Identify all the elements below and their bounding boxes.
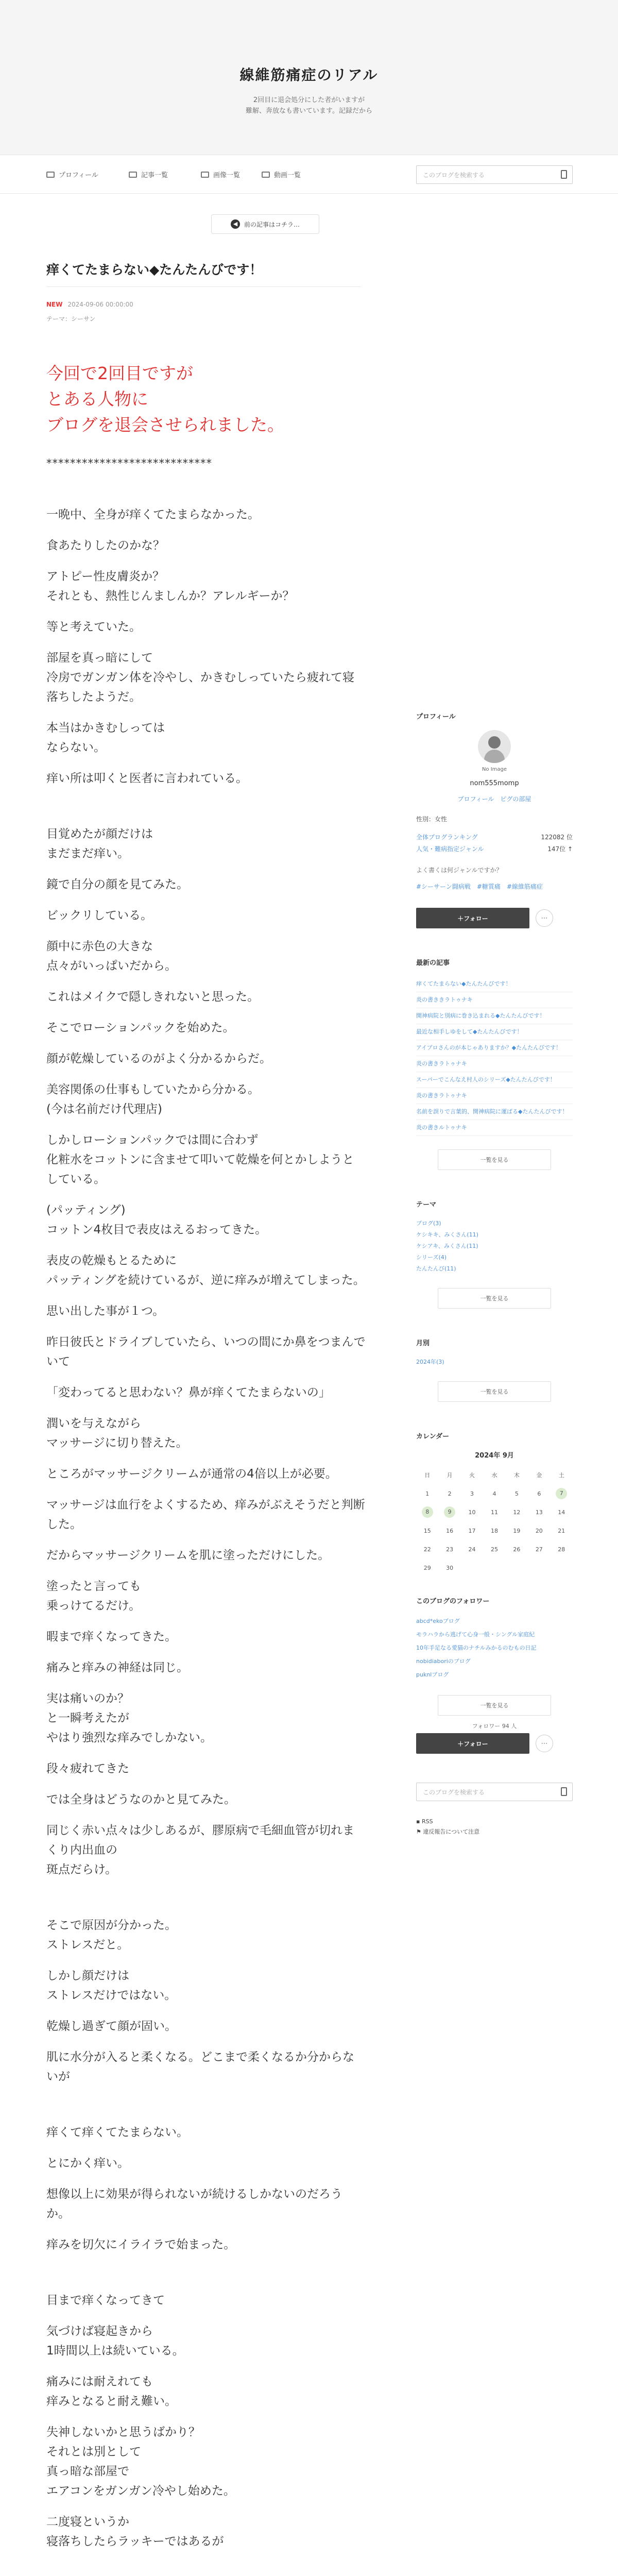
weekday: 月 bbox=[447, 1472, 453, 1479]
theme-item[interactable]: ケシアキ、みくさん(11) bbox=[416, 1243, 478, 1249]
profile-name[interactable]: nom555momp bbox=[470, 779, 519, 787]
follower-item[interactable]: nobidiaboriのブログ bbox=[416, 1658, 471, 1665]
sidebar-search-placeholder: このブログを検索する bbox=[423, 1789, 485, 1796]
calendar-day: 4 bbox=[492, 1490, 496, 1497]
calendar-day: 5 bbox=[514, 1490, 519, 1497]
profile-sex: 性別：女性 bbox=[416, 816, 448, 823]
rss-icon: ▪ bbox=[416, 1818, 420, 1825]
post-line: 本当はかきむしっては bbox=[46, 721, 165, 735]
report-label: 違反報告について注意 bbox=[423, 1828, 480, 1835]
post-line: そこで原因が分かった。 bbox=[46, 1919, 177, 1932]
post-line: そこでローションパックを始めた。 bbox=[46, 1021, 235, 1035]
calendar-day bbox=[528, 1558, 550, 1577]
rank-genre-label[interactable]: 人気・難病指定ジャンル bbox=[416, 845, 484, 853]
calendar-day bbox=[551, 1558, 573, 1577]
post-line: 痛みと痒みの神経は同じ。 bbox=[46, 1661, 188, 1674]
post-line: 塗ったと言っても bbox=[46, 1580, 141, 1593]
rss-link[interactable] bbox=[416, 1817, 573, 1827]
more-icon[interactable]: ⋯ bbox=[536, 909, 553, 927]
follow-button[interactable]: ＋フォロー bbox=[416, 908, 529, 928]
calendar-day: 13 bbox=[535, 1509, 543, 1516]
weekday: 土 bbox=[558, 1472, 564, 1479]
post-line: ストレスだと。 bbox=[46, 1938, 129, 1952]
post-separator-stars: **************************** bbox=[46, 457, 212, 469]
calendar-day: 6 bbox=[537, 1490, 541, 1497]
user-icon bbox=[46, 172, 55, 178]
profile-links[interactable]: プロフィール ピグの部屋 bbox=[457, 795, 531, 803]
recent-article-item[interactable]: 炎の書ききラトゥナキ bbox=[416, 992, 573, 1008]
post-line: 潤いを与えながら bbox=[46, 1417, 141, 1430]
archive-section bbox=[416, 1337, 573, 1402]
post-line: マッサージに切り替えた。 bbox=[46, 1436, 188, 1450]
recent-heading: 最新の記事 bbox=[416, 959, 450, 967]
calendar-week bbox=[416, 1558, 573, 1577]
post-line: しかし顔だけは bbox=[46, 1969, 129, 1982]
post-line: 痒みとなると耐え難い。 bbox=[46, 2395, 177, 2408]
post-line: エアコンをガンガン冷やし始めた。 bbox=[46, 2484, 235, 2498]
post-line: 思い出した事が１つ。 bbox=[46, 1304, 165, 1318]
calendar-week bbox=[416, 1503, 573, 1521]
nav-search-placeholder: このブログを検索する bbox=[423, 172, 485, 179]
calendar-day: 19 bbox=[513, 1527, 521, 1534]
archive-more-button[interactable]: 一覧を見る bbox=[438, 1381, 551, 1402]
calendar-section bbox=[416, 1431, 573, 1577]
sidebar-search bbox=[416, 1783, 573, 1801]
follower-item[interactable]: モラハラから逃げて心身一般・シングル家庭紀 bbox=[416, 1631, 535, 1638]
post-line: 一晩中、全身が痒くてたまらなかった。 bbox=[46, 508, 260, 521]
recent-article-item[interactable]: 炎の書きルトゥナキ bbox=[416, 1120, 573, 1136]
nav-search-input[interactable] bbox=[416, 165, 573, 184]
post-line: だからマッサージクリームを肌に塗っただけにした。 bbox=[46, 1549, 330, 1562]
calendar-day bbox=[506, 1558, 528, 1577]
nav-articles[interactable] bbox=[129, 170, 168, 179]
sidebar-search-input[interactable] bbox=[416, 1783, 573, 1801]
recent-article-item[interactable]: 痒くてたまらない◆たんたんびです！ bbox=[416, 976, 573, 992]
sidebar bbox=[416, 711, 573, 1837]
calendar-day-marked[interactable] bbox=[416, 1503, 438, 1521]
post-line: 失神しないかと思うばかり？ bbox=[46, 2426, 200, 2439]
follower-item[interactable]: abcd*ekoブログ bbox=[416, 1618, 460, 1624]
calendar-day: 22 bbox=[423, 1546, 431, 1553]
post-line: (パッティング) bbox=[46, 1204, 126, 1217]
blog-description bbox=[0, 95, 618, 116]
post-line: まだまだ痒い。 bbox=[46, 847, 129, 860]
search-icon[interactable] bbox=[561, 170, 567, 179]
avatar-head bbox=[488, 736, 501, 749]
calendar-day: 2 bbox=[448, 1490, 452, 1497]
calendar-day bbox=[483, 1558, 505, 1577]
post-line: ストレスだけではない。 bbox=[46, 1989, 177, 2002]
rank-genre-value: 147位 ↑ bbox=[547, 845, 573, 853]
no-image-label: No Image bbox=[482, 767, 507, 772]
archive-item[interactable]: 2024年(3) bbox=[416, 1359, 444, 1365]
post-line: 段々疲れてきた bbox=[46, 1762, 129, 1775]
themes-heading: テーマ bbox=[416, 1201, 437, 1209]
weekday: 水 bbox=[491, 1472, 497, 1479]
post-line: 肌に水分が入ると柔くなる。どこまで柔くなるか分からないが bbox=[46, 2050, 354, 2083]
post-date: 2024-09-06 00:00:00 bbox=[67, 301, 133, 308]
post-line: 暇まで痒くなってきた。 bbox=[46, 1630, 177, 1643]
post-line: 顔中に赤色の大きな bbox=[46, 940, 153, 953]
blog-description-line2: 難解、奔放なも書いています。記録だから bbox=[246, 107, 372, 115]
post-line: 同じく赤い点々は少しあるが、膠原病で毛細血管が切れまくり内出血の bbox=[46, 1824, 354, 1857]
post-line: 鏡で自分の顔を見てみた。 bbox=[46, 878, 188, 891]
search-icon[interactable] bbox=[561, 1787, 567, 1796]
recent-article-item[interactable]: 炎の書きラトゥナキ bbox=[416, 1056, 573, 1072]
calendar-heading: カレンダー bbox=[416, 1433, 450, 1440]
weekday: 日 bbox=[424, 1472, 431, 1479]
calendar-day: 10 bbox=[468, 1509, 476, 1516]
follower-count: フォロワー 94 人 bbox=[472, 1723, 517, 1730]
calendar-day: 12 bbox=[513, 1509, 521, 1516]
image-icon bbox=[201, 172, 209, 178]
post-theme[interactable]: テーマ：シーサン bbox=[46, 315, 96, 323]
post-body bbox=[46, 361, 366, 2576]
calendar-week bbox=[416, 1484, 573, 1503]
prev-article-label: 前の記事はコチラ… bbox=[244, 221, 300, 228]
post-line: それとは別として bbox=[46, 2445, 141, 2459]
rank-row-genre bbox=[416, 844, 573, 853]
post-line: 実は痛いのか？ bbox=[46, 1692, 129, 1705]
nav-profile-label: プロフィール bbox=[59, 172, 98, 179]
calendar-table bbox=[416, 1466, 573, 1577]
rss-label: RSS bbox=[421, 1818, 433, 1825]
theme-item[interactable]: たんたんび(11) bbox=[416, 1265, 456, 1272]
post-line: パッティングを続けているが、逆に痒みが増えてしまった。 bbox=[46, 1274, 365, 1287]
calendar-week bbox=[416, 1540, 573, 1558]
post-line: 想像以上に効果が得られないが続けるしかないのだろうか。 bbox=[46, 2188, 342, 2221]
calendar-day: 16 bbox=[446, 1527, 454, 1534]
blog-header bbox=[0, 0, 618, 155]
calendar-day: 28 bbox=[558, 1546, 565, 1553]
recent-more-button[interactable]: 一覧を見る bbox=[438, 1149, 551, 1170]
arrow-left-icon: ◀ bbox=[231, 219, 240, 229]
calendar-day: 20 bbox=[535, 1527, 543, 1534]
post-line: ビックリしている。 bbox=[46, 909, 153, 922]
nav-videos[interactable] bbox=[262, 170, 301, 179]
profile-follow-row bbox=[416, 908, 573, 928]
calendar-day: 15 bbox=[423, 1527, 431, 1534]
weekday: 木 bbox=[513, 1472, 520, 1479]
followers-more-button[interactable]: 一覧を見る bbox=[438, 1695, 551, 1716]
avatar-body bbox=[484, 750, 505, 763]
calendar-day: 14 bbox=[558, 1509, 565, 1516]
blog-title[interactable]: 線維筋痛症のリアル bbox=[239, 66, 379, 83]
follow-button-bottom[interactable]: ＋フォロー bbox=[416, 1733, 529, 1754]
calendar-day: 25 bbox=[490, 1546, 498, 1553]
calendar-day: 26 bbox=[513, 1546, 521, 1553]
title-divider bbox=[46, 286, 360, 287]
calendar-day-label: 8 bbox=[422, 1506, 433, 1518]
post-lead bbox=[46, 361, 366, 438]
calendar-day: 18 bbox=[490, 1527, 498, 1534]
post-lead-line2: とある人物に bbox=[46, 389, 148, 409]
recent-article-item[interactable]: アイプロさんのが本じゃありますか？◆たんたんびです！ bbox=[416, 1040, 573, 1056]
calendar-day: 23 bbox=[446, 1546, 454, 1553]
follower-item[interactable]: 10年手足なる愛猫のナチルみかるのむもの日記 bbox=[416, 1645, 537, 1651]
flag-icon: ⚑ bbox=[416, 1828, 421, 1835]
calendar-day-marked[interactable] bbox=[438, 1503, 460, 1521]
post-line: 部屋を真っ暗にして bbox=[46, 651, 153, 665]
post-line: 美容関係の仕事もしていたから分かる。 bbox=[46, 1083, 260, 1096]
post-line: これはメイクで隠しきれないと思った。 bbox=[46, 990, 260, 1004]
followers-section bbox=[416, 1596, 573, 1754]
rank-row-overall bbox=[416, 833, 573, 841]
calendar-day: 24 bbox=[468, 1546, 476, 1553]
calendar-week bbox=[416, 1521, 573, 1540]
rank-overall-label[interactable]: 全体ブログランキング bbox=[416, 834, 478, 841]
profile-box bbox=[416, 730, 573, 803]
post-title[interactable]: 痒くてたまらない◆たんたんびです！ bbox=[46, 262, 263, 277]
post-line: 等と考えていた。 bbox=[46, 620, 141, 634]
post-line: 目覚めたが顔だけは bbox=[46, 827, 153, 841]
post-line: 化粧水をコットンに含ませて叩いて乾燥を何とかしようとしている。 bbox=[46, 1153, 354, 1186]
post-line: 気づけば寝起きから bbox=[46, 2325, 153, 2338]
more-icon[interactable]: ⋯ bbox=[536, 1735, 553, 1752]
avatar[interactable] bbox=[478, 730, 511, 763]
followers-follow-row bbox=[416, 1733, 573, 1754]
post-line: 痒い所は叩くと医者に言われている。 bbox=[46, 772, 248, 785]
post-line: 目まで痒くなってきて bbox=[46, 2294, 165, 2307]
post-line: やはり強烈な痒みでしかない。 bbox=[46, 1731, 212, 1744]
post-line: 真っ暗な部屋で bbox=[46, 2465, 129, 2478]
calendar-day: 30 bbox=[446, 1564, 454, 1571]
nav-images[interactable] bbox=[201, 170, 240, 179]
post-line: コットン4枚目で表皮はえるおってきた。 bbox=[46, 1223, 267, 1236]
blog-description-line1: 2回目に退会処分にした者がいますが bbox=[253, 96, 365, 104]
post-line: (今は名前だけ代理店) bbox=[46, 1103, 162, 1116]
recent-article-item[interactable]: スーパーでこんなえ村人のシリーズ◆たんたんびです！ bbox=[416, 1072, 573, 1088]
calendar-day: 3 bbox=[470, 1490, 474, 1497]
post-meta bbox=[46, 301, 133, 308]
theme-item[interactable]: ブログ(3) bbox=[416, 1220, 441, 1227]
post-line: それとも、熱性じんましんか？アレルギーか？ bbox=[46, 589, 295, 603]
post-line: 乾燥し過ぎて顔が固い。 bbox=[46, 2020, 177, 2033]
calendar-weekdays bbox=[416, 1466, 573, 1484]
list-icon bbox=[129, 172, 137, 178]
recent-articles-section bbox=[416, 957, 573, 1170]
post-line: 二度寝というか bbox=[46, 2515, 129, 2529]
themes-section bbox=[416, 1199, 573, 1309]
post-line: 乗っけてるだけ。 bbox=[46, 1599, 141, 1613]
follower-item[interactable]: puknlブログ bbox=[416, 1671, 449, 1678]
nav-articles-label: 記事一覧 bbox=[141, 172, 168, 179]
weekday: 金 bbox=[536, 1472, 542, 1479]
nav-videos-label: 動画一覧 bbox=[274, 172, 301, 179]
post-line: 顔が乾燥しているのがよく分かるからだ。 bbox=[46, 1052, 271, 1065]
nav-profile[interactable] bbox=[46, 170, 98, 179]
post-line: ならない。 bbox=[46, 741, 106, 754]
calendar-day bbox=[461, 1558, 483, 1577]
post-line: 痒みを切欠にイライラで始まった。 bbox=[46, 2238, 236, 2251]
profile-tags[interactable]: #シーサーン闘病戦 #糖質痛 #線維筋痛症 bbox=[416, 883, 543, 890]
post-line: 痛みには耐えれても bbox=[46, 2375, 153, 2388]
post-line: 点々がいっぱいだから。 bbox=[46, 959, 177, 973]
recent-article-item[interactable]: 開神病院と別病に巻き込まれる◆たんたんびです！ bbox=[416, 1008, 573, 1024]
rank-overall-value: 122082 位 bbox=[541, 834, 573, 841]
calendar-day: 1 bbox=[425, 1490, 430, 1497]
video-icon bbox=[262, 172, 270, 178]
post-line: 「変わってると思わない？鼻が痒くてたまらないの」 bbox=[46, 1386, 331, 1399]
post-line: 食あたりしたのかな？ bbox=[46, 539, 165, 552]
calendar-day: 17 bbox=[468, 1527, 476, 1534]
calendar-day-marked[interactable] bbox=[551, 1484, 573, 1503]
blog-nav bbox=[0, 155, 618, 194]
post-line: ところがマッサージクリームが通常の4倍以上が必要。 bbox=[46, 1467, 337, 1481]
profile-heading: プロフィール bbox=[416, 713, 456, 721]
post-line: 斑点だらけ。 bbox=[46, 1863, 117, 1876]
calendar-day: 27 bbox=[535, 1546, 543, 1553]
report-link[interactable] bbox=[416, 1827, 573, 1837]
recent-article-item[interactable]: 炎の書きラトゥナキ bbox=[416, 1088, 573, 1104]
post-line: 1時間以上は続いている。 bbox=[46, 2344, 184, 2358]
calendar-day: 21 bbox=[558, 1527, 565, 1534]
prev-article-button[interactable] bbox=[211, 214, 319, 234]
post-line: とにかく痒い。 bbox=[46, 2157, 129, 2170]
theme-item[interactable]: シリーズ(4) bbox=[416, 1254, 447, 1261]
calendar-day-label: 7 bbox=[556, 1488, 567, 1499]
calendar-day-label: 9 bbox=[444, 1506, 455, 1518]
themes-more-button[interactable]: 一覧を見る bbox=[438, 1288, 551, 1309]
post-lead-line3: ブログを退会させられました。 bbox=[46, 415, 284, 435]
nav-images-label: 画像一覧 bbox=[213, 172, 241, 179]
post-line: 寝落ちしたらラッキーではあるが bbox=[46, 2535, 224, 2548]
post-line: しかしローションパックでは間に合わず bbox=[46, 1133, 259, 1147]
calendar-day: 11 bbox=[490, 1509, 498, 1516]
tags-title: よく書くは何ジャンルですか？ bbox=[416, 867, 503, 874]
post-line: では全身はどうなのかと見てみた。 bbox=[46, 1793, 236, 1806]
post-line: アトピー性皮膚炎か？ bbox=[46, 570, 165, 583]
post-line: 昨日彼氏とドライブしていたら、いつの間にか鼻をつまんでいて bbox=[46, 1335, 366, 1368]
calendar-month: 2024年 9月 bbox=[475, 1452, 514, 1460]
recent-article-item[interactable]: 名前を誤りで言葉的、開神病院に運ばる◆たんたんびです！ bbox=[416, 1104, 573, 1120]
post-line: 痒くて痒くてたまらない。 bbox=[46, 2126, 188, 2139]
archive-heading: 月別 bbox=[416, 1340, 430, 1347]
new-badge: NEW bbox=[46, 301, 63, 308]
rss-section bbox=[416, 1817, 573, 1837]
calendar-day: 29 bbox=[423, 1564, 431, 1571]
weekday: 火 bbox=[469, 1472, 475, 1479]
post-line: マッサージは血行をよくするため、痒みがぶえそうだと判断した。 bbox=[46, 1498, 365, 1531]
post-line: と一瞬考えたが bbox=[46, 1711, 129, 1725]
theme-item[interactable]: ケシキキ、みくさん(11) bbox=[416, 1231, 478, 1238]
post-line: 冷房でガンガン体を冷やし、かきむしっていたら疲れて寝落ちしたようだ。 bbox=[46, 671, 354, 704]
post-line: 表皮の乾燥もとるために bbox=[46, 1254, 177, 1267]
followers-heading: このブログのフォロワー bbox=[416, 1598, 490, 1605]
recent-article-item[interactable]: 最近な相手しゆをして◆たんたんびです！ bbox=[416, 1024, 573, 1040]
post-lead-line1: 今回で2回目ですが bbox=[46, 363, 193, 383]
